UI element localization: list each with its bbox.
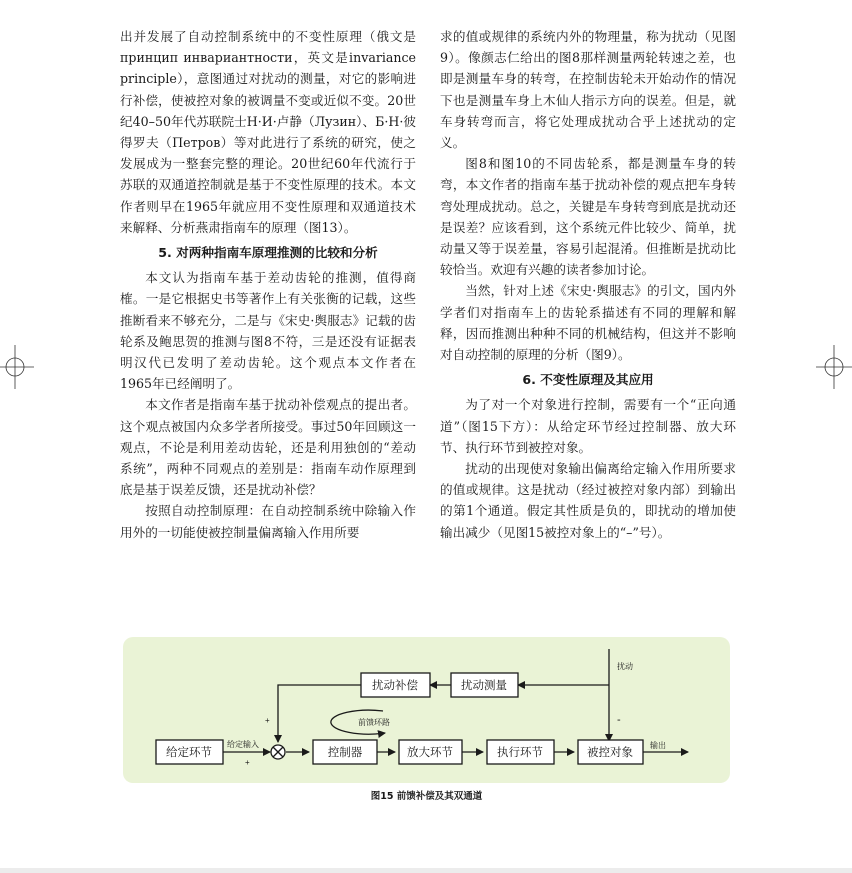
plus-sign-top: + xyxy=(265,716,270,725)
paragraph: 本文作者是指南车基于扰动补偿观点的提出者。这个观点被国内众多学者所接受。事过50年回顾这一观点，不论是利用差动齿轮，还是利用独创的“差动系统”，两种不同观点的差别是：指南车动作原理到底是基于误差反馈，还是扰动补偿？ xyxy=(120,397,416,498)
paragraph: 当然，针对上述《宋史·舆服志》的引文，国内外学者们对指南车上的齿轮系描述有不同的理解和解释，因而推测出种种不同的机械结构，但这并不影响对自动控制的原理的分析（图9）。 xyxy=(440,283,736,363)
compensation-label: 扰动补偿 xyxy=(372,680,418,692)
given-label: 给定环节 xyxy=(166,747,212,759)
feedforward-loop-label: 前馈环路 xyxy=(358,718,390,727)
paragraph: 按照自动控制原理：在自动控制系统中除输入作用外的一切能使被控制量偏离输入作用所要 xyxy=(120,503,416,540)
section-heading-5: 5. 对两种指南车原理推测的比较和分析 xyxy=(158,245,378,261)
output-label: 输出 xyxy=(650,741,666,750)
right-column xyxy=(440,26,736,543)
controller-label: 控制器 xyxy=(327,747,363,759)
actuator-label: 执行环节 xyxy=(497,747,543,759)
paragraph: 扰动的出现使对象输出偏离给定输入作用所要求的值或规律。这是扰动（经过被控对象内部）到输出的第1个通道。假定其性质是负的，即扰动的增加使输出减少（见图15被控对象上的“–”号）。 xyxy=(440,461,736,540)
page-bottom-rule xyxy=(0,868,852,873)
figure-caption: 图15 前馈补偿及其双通道 xyxy=(370,791,483,802)
paragraph: 为了对一个对象进行控制，需要有一个“正向通道”（图15下方）：从给定环节经过控制器、放大环节、执行环节到被控对象。 xyxy=(440,397,736,455)
given-input-label: 给定输入 xyxy=(227,740,259,749)
paragraph: 本文认为指南车基于差动齿轮的推测，值得商榷。一是它根据史书等著作上有关张衡的记载，这些推断看来不够充分，二是与《宋史·舆服志》记载的齿轮系及鲍思贺的推测与图8不符，三是还没有证据表明汉代已发明了差动齿轮。这个观点本文作者在1965年已经阐明了。 xyxy=(120,270,416,392)
summing-junction xyxy=(271,745,285,759)
paragraph: 图8和图10的不同齿轮系，都是测量车身的转弯，本文作者的指南车基于扰动补偿的观点把车身转弯处理成扰动。总之，关键是车身转弯到底是扰动还是误差？应该看到，这个系统元件比较少、简单，扰动量又等于误差量，容易引起混淆。但推断是扰动比较恰当。欢迎有兴趣的读者参加讨论。 xyxy=(440,156,736,278)
crop-mark-left xyxy=(0,345,34,389)
paragraph: 求的值或规律的系统内外的物理量，称为扰动（见图9）。像颜志仁给出的图8那样测量两轮转速之差，也即是测量车身的转弯，在控制齿轮未开始动作的情况下也是测量车身上木仙人指示方向的误差。但是，就车身转弯而言，将它处理成扰动合乎上述扰动的定义。 xyxy=(440,29,736,151)
plant-label: 被控对象 xyxy=(587,747,633,759)
section-heading-6: 6. 不变性原理及其应用 xyxy=(522,372,654,388)
paragraph: 出并发展了自动控制系统中的不变性原理（俄文是 принцип инвариантности，英文是invariance principle），意图通过对扰动的测量，对它的影响进行补偿，使被控对象的被调量不变或近似不变。20世纪40–50年代苏联院士Н·И·卢静（Лузин）、Б·Н·彼得罗夫（Петров）等对此进行了系统的研究，使之发展成为一整套完整的理论。20世纪60年代流行于苏联的双通道控制就是基于不变性原理的技术。本文作者则早在1965年就应用不变性原理和双通道技术来解释、分析燕肃指南车的原理（图13）。 xyxy=(120,29,416,235)
crop-mark-right xyxy=(816,345,852,389)
amplifier-label: 放大环节 xyxy=(407,747,453,759)
measurement-label: 扰动测量 xyxy=(461,680,507,692)
disturbance-label: 扰动 xyxy=(617,662,633,671)
minus-sign: - xyxy=(617,714,621,726)
plus-sign-bottom: + xyxy=(245,758,250,767)
left-column xyxy=(120,26,416,543)
block-diagram xyxy=(123,637,730,783)
